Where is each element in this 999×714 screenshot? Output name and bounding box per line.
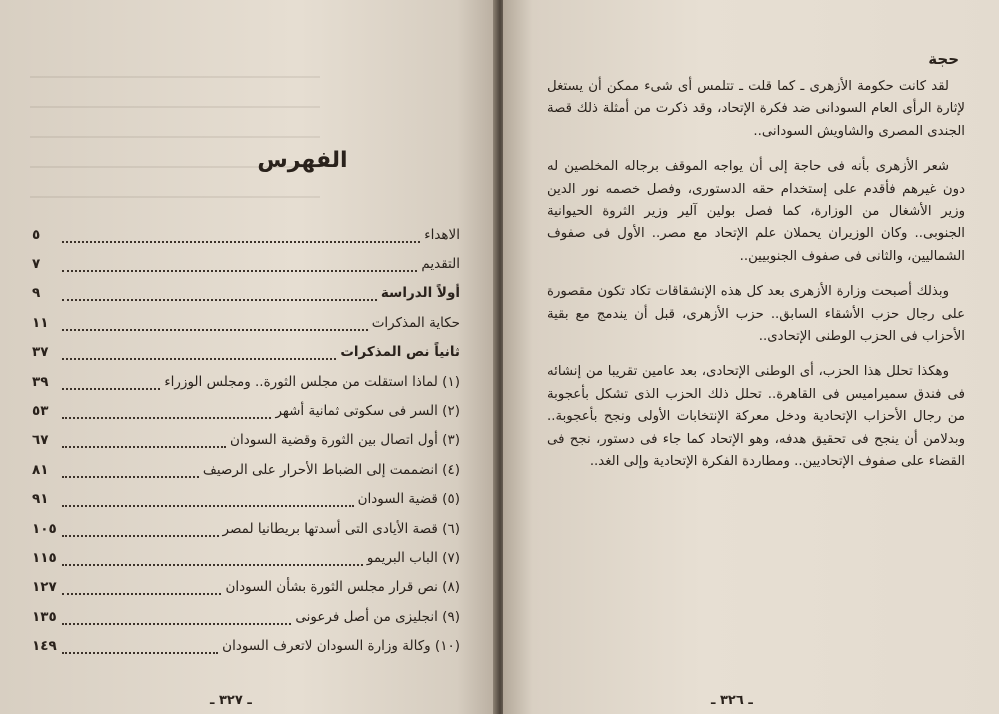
dot-leader <box>62 554 363 566</box>
toc-entry <box>32 426 460 455</box>
toc-entry-page: ٩ <box>32 285 41 302</box>
table-of-contents <box>32 220 460 661</box>
dot-leader <box>62 466 199 478</box>
paragraph: شعر الأزهرى بأنه فى حاجة إلى أن يواجه الموقف برجاله المخلصين له دون غيرهم فأقدم على إستخدام حقه الدستورى، وفصل خصمه نور الدين وزير الأشغال من الوزارة، كما فصل بولين آلير وزير الثروة الحيوانية الجنوبى.. وكان الوزيران يحملان علم الإتحاد مع مصر.. الأول فى صفوف الشماليين، والثانى فى صفوف الجنوبيين.. <box>547 159 965 264</box>
toc-title: الفهرس <box>257 148 348 173</box>
dot-leader <box>62 319 368 331</box>
toc-entry-page: ١٢٧ <box>32 579 57 596</box>
toc-entry-page: ٣٧ <box>32 344 49 361</box>
dot-leader <box>62 495 354 507</box>
toc-entry <box>32 573 460 602</box>
toc-entry <box>32 543 460 572</box>
dot-leader <box>62 378 160 390</box>
toc-entry <box>32 279 460 308</box>
toc-entry-page: ٥ <box>32 226 41 243</box>
left-page <box>0 0 497 714</box>
page-number: ـ ٣٢٧ ـ <box>210 693 252 708</box>
paragraph: وبذلك أصبحت وزارة الأزهرى بعد كل هذه الإنشقاقات تكاد تكون مقصورة على رجال حزب الأشقاء السابق.. حزب الأزهرى، قبل أن يندمج مع بقية الأحزاب فى الحزب الوطنى الإتحادى.. <box>547 284 965 345</box>
toc-entry-label: الاهداء <box>424 226 460 243</box>
toc-entry-label: (٥) قضية السودان <box>357 491 460 508</box>
paragraph: وهكذا تحلل هذا الحزب، أى الوطنى الإتحادى، بعد عامين تقريبا من إنشائه فى فندق سميراميس فى القاهرة.. تحلل ذلك الحزب الذى تشكل بأعجوبة من رجال الأحزاب الإتحادية ودخل معركة الإنتخابات الأولى ونجح بأعجوبة.. وبدلامن أن ينجح فى تحقيق هدفه، وهو الإتحاد كما جاء فى دستور، نجح فى القضاء على صفوف الإتحاديين.. ومطاردة الفكرة الإتحادية وإلى الغد.. <box>547 364 965 470</box>
toc-entry <box>32 338 460 367</box>
toc-entry-label: (٤) انضممت إلى الضباط الأحرار على الرصيف <box>202 461 460 478</box>
toc-entry-page: ٦٧ <box>32 432 49 449</box>
toc-entry <box>32 249 460 278</box>
bleed-through-text <box>30 62 320 212</box>
toc-entry <box>32 485 460 514</box>
toc-entry <box>32 602 460 631</box>
toc-entry-page: ١١ <box>32 314 49 331</box>
toc-entry <box>32 396 460 425</box>
dot-leader <box>62 231 420 243</box>
dot-leader <box>62 348 336 360</box>
toc-entry-page: ٣٩ <box>32 373 49 390</box>
dot-leader <box>62 642 218 654</box>
paragraph: لقد كانت حكومة الأزهرى ـ كما قلت ـ تتلمس أى شىء ممكن أن يستغل لإثارة الرأى العام السودانى ضد فكرة الإتحاد، وقد ذكرت من أمثلة ذلك قصة الجندى المصرى والشاويش السودانى.. <box>547 79 965 139</box>
dot-leader <box>62 525 219 537</box>
dot-leader <box>62 583 221 595</box>
dot-leader <box>62 407 271 419</box>
body-text <box>547 76 965 487</box>
toc-entry-label: أولاً الدراسة <box>380 285 460 302</box>
dot-leader <box>62 436 226 448</box>
toc-entry-page: ٧ <box>32 256 41 273</box>
toc-entry-label: (٩) انجليزى من أصل فرعونى <box>295 608 460 625</box>
toc-entry-label: (٣) أول اتصال بين الثورة وقضية السودان <box>230 432 460 449</box>
toc-entry-label: حكاية المذكرات <box>371 314 460 331</box>
toc-entry-page: ١٣٥ <box>32 608 57 625</box>
right-page <box>503 0 999 714</box>
toc-entry-label: (٢) السر فى سكوتى ثمانية أشهر <box>275 403 460 420</box>
toc-entry <box>32 631 460 660</box>
toc-entry-page: ٥٣ <box>32 403 49 420</box>
toc-entry <box>32 455 460 484</box>
toc-entry-label: التقديم <box>421 256 460 273</box>
toc-entry <box>32 514 460 543</box>
toc-entry-page: ١١٥ <box>32 549 57 566</box>
toc-entry-page: ٩١ <box>32 491 49 508</box>
dot-leader <box>62 260 417 272</box>
dot-leader <box>62 289 377 301</box>
toc-entry <box>32 308 460 337</box>
toc-entry-label: (١٠) وكالة وزارة السودان لاتعرف السودان <box>222 638 460 655</box>
toc-entry <box>32 367 460 396</box>
dot-leader <box>62 613 291 625</box>
running-head: حجة <box>928 50 959 68</box>
toc-entry-page: ٨١ <box>32 461 49 478</box>
toc-entry <box>32 220 460 249</box>
toc-entry-label: (٨) نص قرار مجلس الثورة بشأن السودان <box>225 579 460 596</box>
toc-entry-page: ١٠٥ <box>32 520 57 537</box>
toc-entry-label: ثانياً نص المذكرات <box>340 344 460 361</box>
toc-entry-label: (١) لماذا استقلت من مجلس الثورة.. ومجلس الوزراء <box>164 373 460 390</box>
toc-entry-label: (٧) الباب البريمو <box>366 549 460 566</box>
toc-entry-page: ١٤٩ <box>32 638 57 655</box>
toc-entry-label: (٦) قصة الأيادى التى أسدتها بريطانيا لمصر <box>222 520 460 537</box>
page-number: ـ ٣٢٦ ـ <box>711 693 753 708</box>
